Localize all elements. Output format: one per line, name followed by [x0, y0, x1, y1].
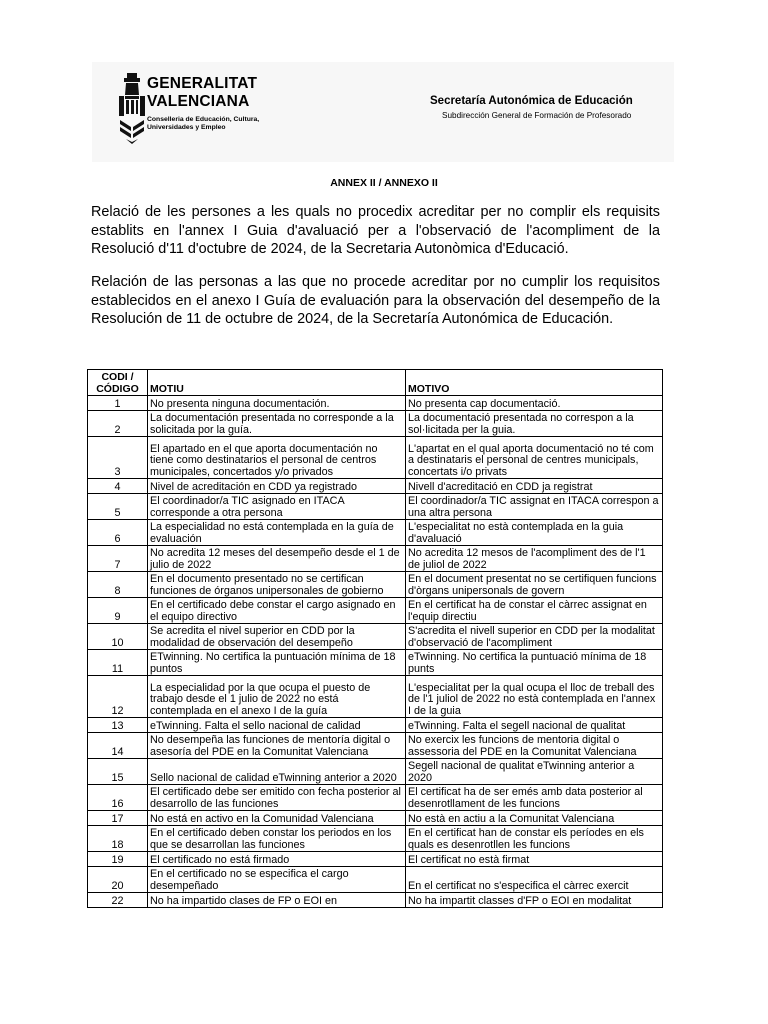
row-motiu: La especialidad no está contemplada en la guía de evaluación	[148, 520, 406, 546]
row-code: 22	[88, 893, 148, 908]
table-row	[88, 759, 663, 785]
table-row	[88, 437, 663, 479]
row-motiu: En el certificado debe constar el cargo asignado en el equipo directivo	[148, 598, 406, 624]
row-motiu: La especialidad por la que ocupa el puesto de trabajo desde el 1 julio de 2022 no está contemplada en el anexo I de la guía	[148, 676, 406, 718]
row-motivo: No ha impartit classes d'FP o EOI en modalitat	[406, 893, 663, 908]
org-department: Conselleria de Educación, Cultura, Universidades y Empleo	[147, 116, 260, 131]
row-motivo: El certificat ha de ser emés amb data posterior al desenrotllament de les funcions	[406, 785, 663, 811]
generalitat-shield-icon	[117, 73, 147, 145]
row-motiu: No está en activo en la Comunidad Valenciana	[148, 811, 406, 826]
table-row	[88, 479, 663, 494]
secretariat-title: Secretaría Autonómica de Educación	[430, 95, 633, 107]
row-code: 9	[88, 598, 148, 624]
table-row	[88, 624, 663, 650]
row-code: 5	[88, 494, 148, 520]
row-motiu: El apartado en el que aporta documentación no tiene como destinatarios el personal de centros municipales, concertados y/o privados	[148, 437, 406, 479]
row-motivo: No acredita 12 mesos de l'acompliment des de l'1 de juliol de 2022	[406, 546, 663, 572]
row-motivo: S'acredita el nivell superior en CDD per la modalitat d'observació de l'acompliment	[406, 624, 663, 650]
table-row	[88, 718, 663, 733]
row-code: 11	[88, 650, 148, 676]
row-motiu: En el certificado no se especifica el cargo desempeñado	[148, 867, 406, 893]
row-motiu: El certificado no está firmado	[148, 852, 406, 867]
row-code: 15	[88, 759, 148, 785]
table-row	[88, 598, 663, 624]
row-code: 8	[88, 572, 148, 598]
row-motiu: No desempeña las funciones de mentoría digital o asesoría del PDE en la Comunitat Valenciana	[148, 733, 406, 759]
row-code: 10	[88, 624, 148, 650]
row-code: 7	[88, 546, 148, 572]
row-motivo: No està en actiu a la Comunitat Valenciana	[406, 811, 663, 826]
row-motiu: No presenta ninguna documentación.	[148, 396, 406, 411]
row-code: 18	[88, 826, 148, 852]
row-motivo: No exercix les funcions de mentoria digital o assessoria del PDE en la Comunitat Valenciana	[406, 733, 663, 759]
row-motivo: En el certificat ha de constar el càrrec assignat en l'equip directiu	[406, 598, 663, 624]
row-motivo: eTwinning. No certifica la puntuació mínima de 18 punts	[406, 650, 663, 676]
row-code: 19	[88, 852, 148, 867]
table-row	[88, 546, 663, 572]
row-code: 12	[88, 676, 148, 718]
row-motivo: En el document presentat no se certifiquen funcions d'òrgans unipersonals de govern	[406, 572, 663, 598]
row-code: 1	[88, 396, 148, 411]
table-row	[88, 650, 663, 676]
org-name: GENERALITAT VALENCIANA	[147, 75, 258, 110]
table-row	[88, 852, 663, 867]
row-motivo: L'especialitat no està contemplada en la guia d'avaluació	[406, 520, 663, 546]
row-motivo: eTwinning. Falta el segell nacional de qualitat	[406, 718, 663, 733]
row-motiu: No acredita 12 meses del desempeño desde el 1 de julio de 2022	[148, 546, 406, 572]
row-code: 14	[88, 733, 148, 759]
row-motiu: En el certificado deben constar los periodos en los que se desarrollan las funciones	[148, 826, 406, 852]
row-motivo: Nivell d'acreditació en CDD ja registrat	[406, 479, 663, 494]
row-code: 16	[88, 785, 148, 811]
table-row	[88, 893, 663, 908]
row-motiu: Nivel de acreditación en CDD ya registrado	[148, 479, 406, 494]
row-motiu: La documentación presentada no corresponde a la solicitada por la guía.	[148, 411, 406, 437]
row-motiu: El certificado debe ser emitido con fecha posterior al desarrollo de las funciones	[148, 785, 406, 811]
row-motiu: Sello nacional de calidad eTwinning anterior a 2020	[148, 759, 406, 785]
subdirectorate-title: Subdirección General de Formación de Profesorado	[442, 111, 632, 120]
row-motivo: La documentació presentada no correspon a la sol·licitada per la guia.	[406, 411, 663, 437]
header-motivo: MOTIVO	[406, 370, 663, 396]
row-motivo: No presenta cap documentació.	[406, 396, 663, 411]
row-code: 3	[88, 437, 148, 479]
table-header-row	[88, 370, 663, 396]
table-row	[88, 411, 663, 437]
row-motivo: L'especialitat per la qual ocupa el lloc de treball des de l'1 juliol de 2022 no està contemplada en l'annex I de la guia	[406, 676, 663, 718]
row-code: 13	[88, 718, 148, 733]
table-row	[88, 785, 663, 811]
row-code: 17	[88, 811, 148, 826]
row-motivo: El certificat no està firmat	[406, 852, 663, 867]
intro-valencian: Relació de les persones a les quals no procedix acreditar per no complir els requisits establits en l'annex I Guia d'avaluació per a l'observació de l'acompliment de la Resolució d'11 d'octubre de 2024, de la Secretaria Autonòmica d'Educació.	[91, 204, 660, 257]
table-row	[88, 494, 663, 520]
row-motiu: En el documento presentado no se certifican funciones de órganos unipersonales de gobierno	[148, 572, 406, 598]
row-motivo: El coordinador/a TIC assignat en ITACA correspon a una altra persona	[406, 494, 663, 520]
table-row	[88, 826, 663, 852]
table-row	[88, 811, 663, 826]
table-row	[88, 572, 663, 598]
row-motivo: L'apartat en el qual aporta documentació no té com a destinataris el personal de centres municipals, concertats i/o privats	[406, 437, 663, 479]
table-row	[88, 396, 663, 411]
header-code: CODI / CÓDIGO	[88, 370, 148, 396]
row-motiu: ETwinning. No certifica la puntuación mínima de 18 puntos	[148, 650, 406, 676]
header-motiu: MOTIU	[148, 370, 406, 396]
intro-spanish: Relación de las personas a las que no procede acreditar por no cumplir los requisitos establecidos en el anexo I Guía de evaluación para la observación del desempeño de la Resolución de 11 de octubre de 2024, de la Secretaría Autonómica de Educación.	[91, 274, 660, 327]
row-motiu: eTwinning. Falta el sello nacional de calidad	[148, 718, 406, 733]
reasons-table	[87, 369, 663, 908]
row-motiu: Se acredita el nivel superior en CDD por la modalidad de observación del desempeño	[148, 624, 406, 650]
table-row	[88, 676, 663, 718]
table-row	[88, 520, 663, 546]
table-row	[88, 867, 663, 893]
row-code: 6	[88, 520, 148, 546]
row-code: 20	[88, 867, 148, 893]
row-motiu: El coordinador/a TIC asignado en ITACA corresponde a otra persona	[148, 494, 406, 520]
row-motivo: En el certificat no s'especifica el càrrec exercit	[406, 867, 663, 893]
table-row	[88, 733, 663, 759]
row-code: 2	[88, 411, 148, 437]
annex-title: ANNEX II / ANNEXO II	[330, 177, 438, 189]
row-code: 4	[88, 479, 148, 494]
row-motivo: En el certificat han de constar els períodes en els quals es desenrotllen les funcions	[406, 826, 663, 852]
row-motiu: No ha impartido clases de FP o EOI en	[148, 893, 406, 908]
row-motivo: Segell nacional de qualitat eTwinning anterior a 2020	[406, 759, 663, 785]
